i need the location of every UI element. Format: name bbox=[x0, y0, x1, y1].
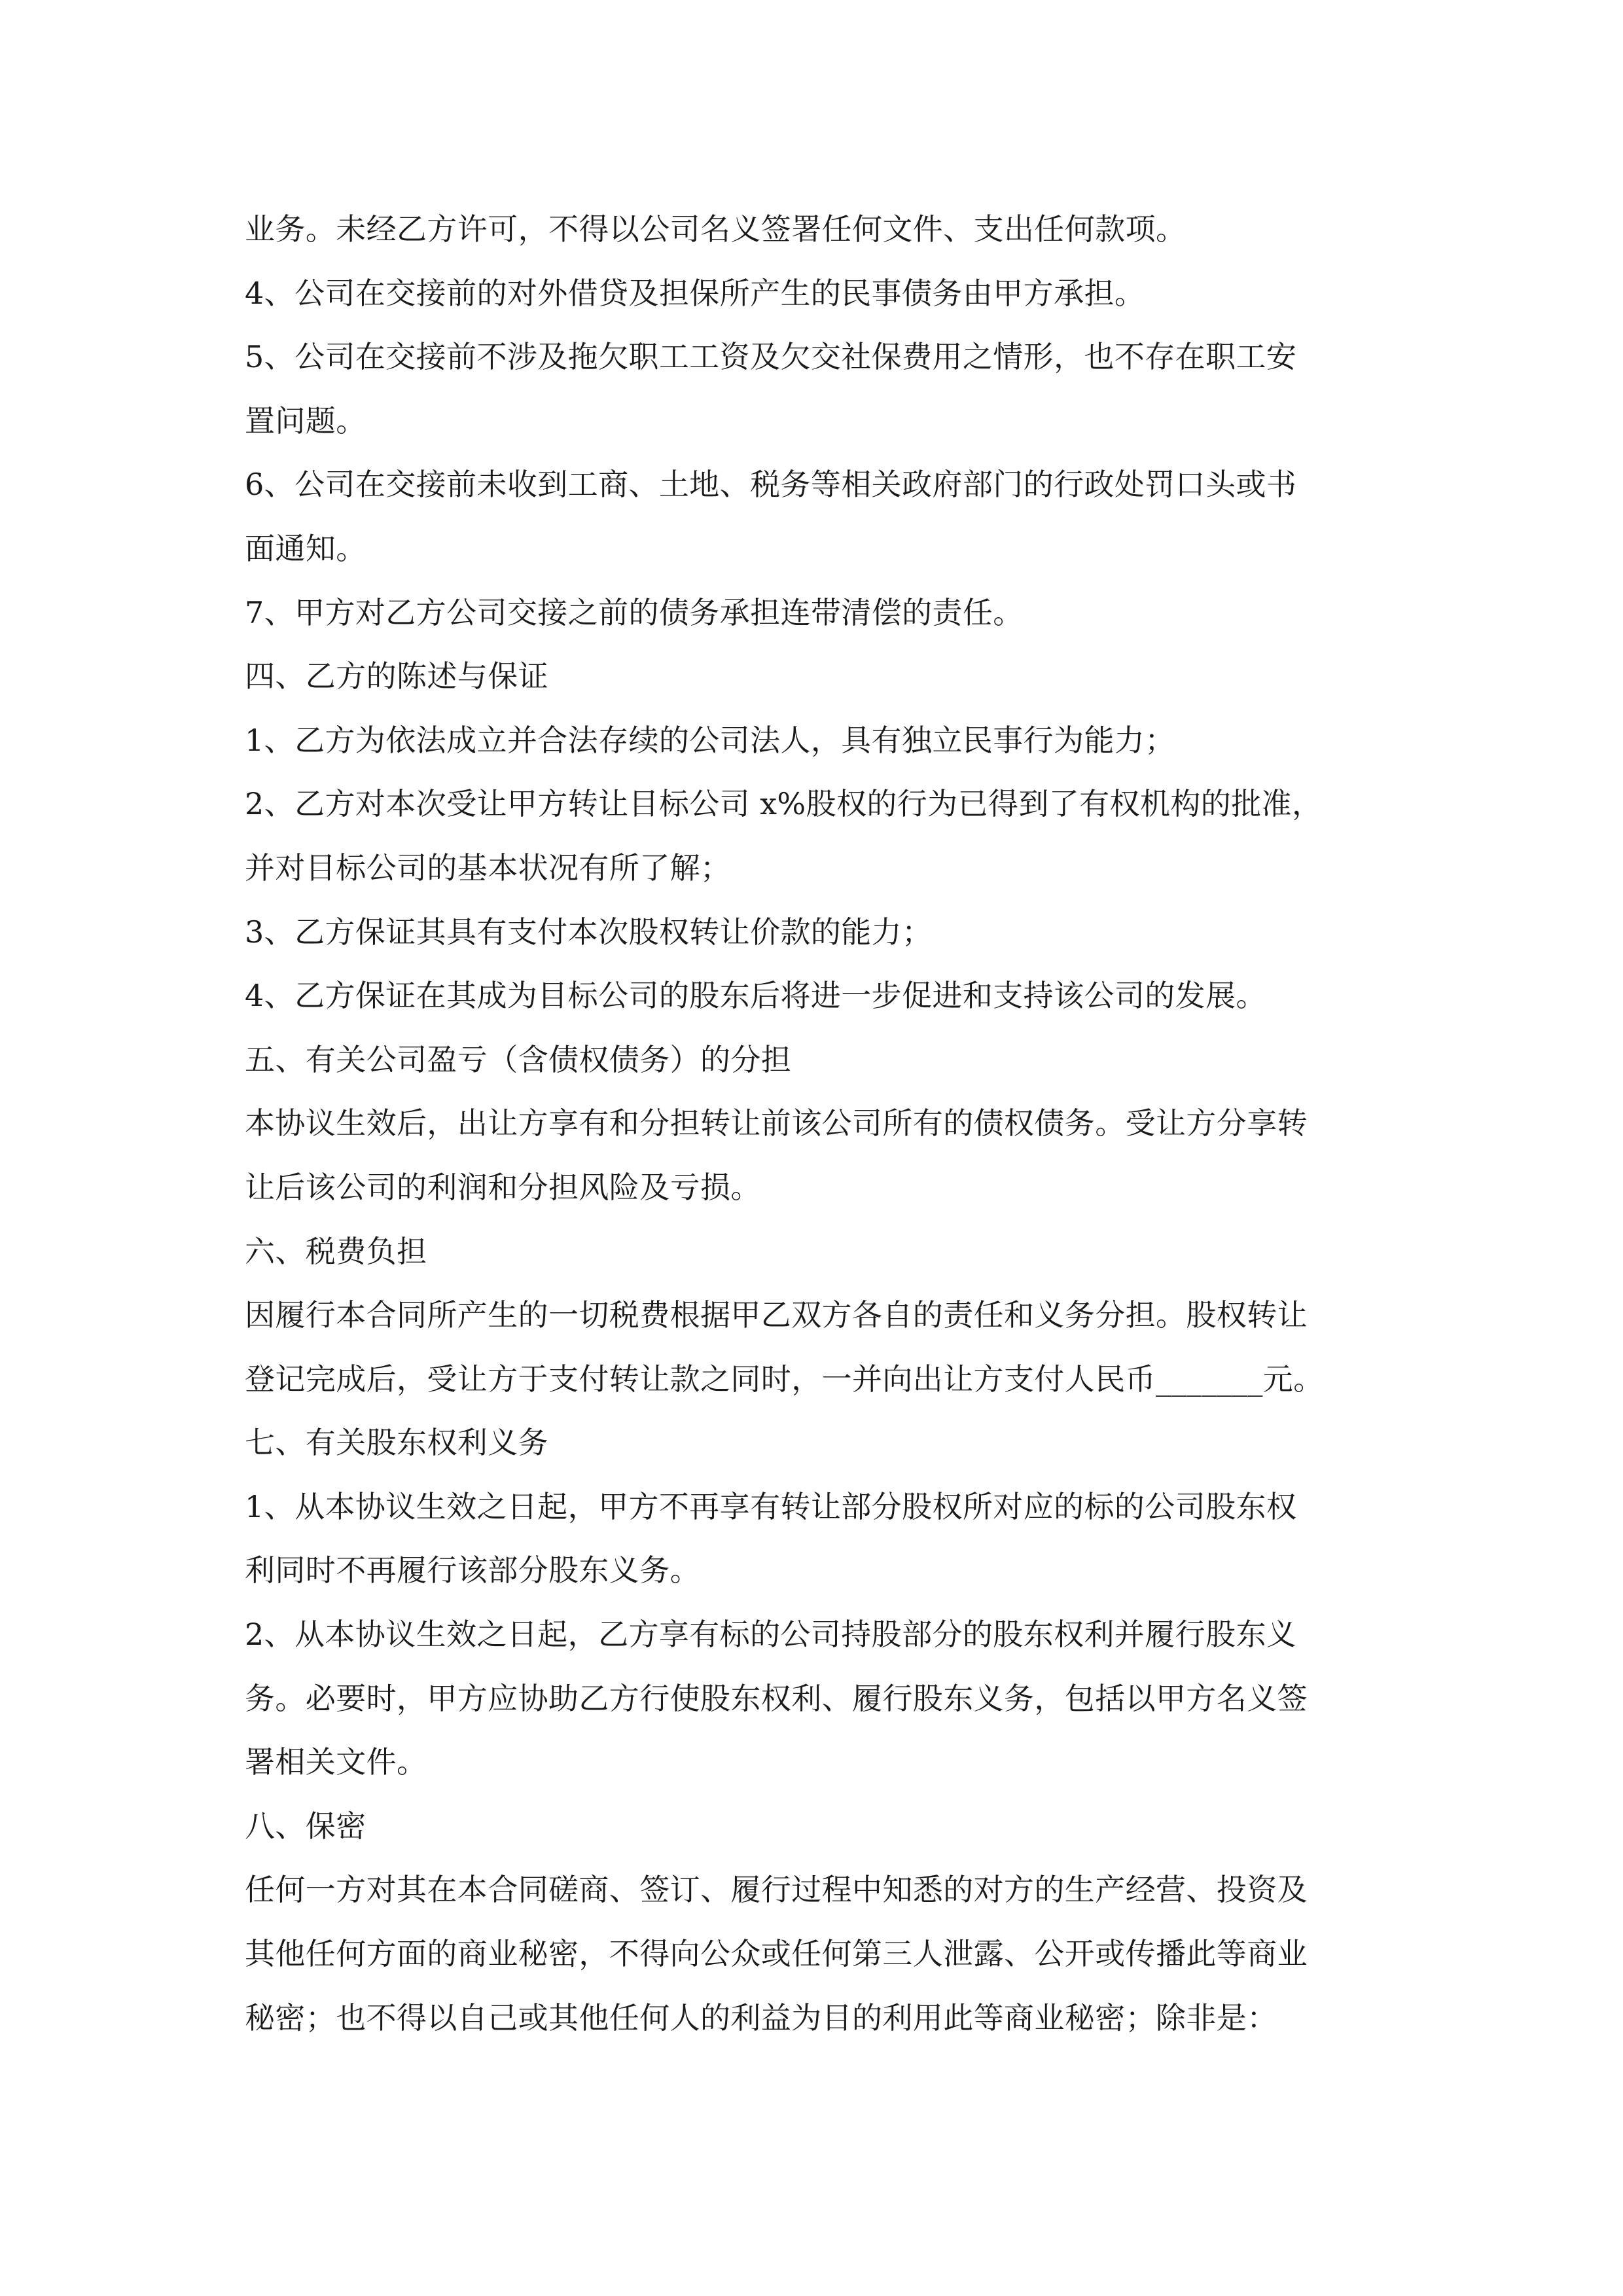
text-line: 1、乙方为依法成立并合法存续的公司法人，具有独立民事行为能力； bbox=[245, 722, 1175, 758]
text-line: 利同时不再履行该部分股东义务。 bbox=[245, 1552, 700, 1588]
text-line: 面通知。 bbox=[245, 530, 366, 566]
text-line: 置问题。 bbox=[245, 403, 366, 439]
text-line: 业务。未经乙方许可，不得以公司名义签署任何文件、支出任何款项。 bbox=[245, 211, 1186, 247]
text-line: 3、乙方保证其具有支付本次股权转让价款的能力； bbox=[245, 914, 933, 950]
section-heading: 六、税费负担 bbox=[245, 1233, 427, 1269]
text-line: 5、公司在交接前不涉及拖欠职工工资及欠交社保费用之情形，也不存在职工安 bbox=[245, 339, 1297, 375]
text-line: 任何一方对其在本合同磋商、签订、履行过程中知悉的对方的生产经营、投资及 bbox=[245, 1872, 1308, 1908]
text-line: 署相关文件。 bbox=[245, 1744, 427, 1780]
text-line: 2、从本协议生效之日起，乙方享有标的公司持股部分的股东权利并履行股东义 bbox=[245, 1617, 1297, 1653]
text-line: 登记完成后，受让方于支付转让款之同时，一并向出让方支付人民币_______元。 bbox=[245, 1361, 1324, 1397]
document-body bbox=[245, 198, 1397, 2050]
text-line: 4、公司在交接前的对外借贷及担保所产生的民事债务由甲方承担。 bbox=[245, 275, 1145, 311]
text-line: 本协议生效后，出让方享有和分担转让前该公司所有的债权债务。受让方分享转 bbox=[245, 1105, 1308, 1141]
text-line: 其他任何方面的商业秘密，不得向公众或任何第三人泄露、公开或传播此等商业 bbox=[245, 1936, 1308, 1972]
section-heading: 七、有关股东权利义务 bbox=[245, 1425, 548, 1461]
text-line: 务。必要时，甲方应协助乙方行使股东权利、履行股东义务，包括以甲方名义签 bbox=[245, 1680, 1308, 1716]
text-line: 并对目标公司的基本状况有所了解； bbox=[245, 850, 731, 886]
text-line: 7、甲方对乙方公司交接之前的债务承担连带清偿的责任。 bbox=[245, 594, 1024, 630]
text-line: 6、公司在交接前未收到工商、土地、税务等相关政府部门的行政处罚口头或书 bbox=[245, 467, 1297, 503]
text-line: 4、乙方保证在其成为目标公司的股东后将进一步促进和支持该公司的发展。 bbox=[245, 978, 1266, 1014]
text-line: 2、乙方对本次受让甲方转让目标公司 x%股权的行为已得到了有权机构的批准， bbox=[245, 786, 1323, 822]
section-heading: 八、保密 bbox=[245, 1808, 366, 1844]
section-heading: 四、乙方的陈述与保证 bbox=[245, 658, 548, 694]
text-line: 秘密；也不得以自己或其他任何人的利益为目的利用此等商业秘密；除非是： bbox=[245, 2000, 1277, 2036]
text-line: 让后该公司的利润和分担风险及亏损。 bbox=[245, 1169, 761, 1205]
text-line: 因履行本合同所产生的一切税费根据甲乙双方各自的责任和义务分担。股权转让 bbox=[245, 1297, 1308, 1333]
text-line: 1、从本协议生效之日起，甲方不再享有转让部分股权所对应的标的公司股东权 bbox=[245, 1488, 1297, 1524]
section-heading: 五、有关公司盈亏（含债权债务）的分担 bbox=[245, 1041, 792, 1077]
